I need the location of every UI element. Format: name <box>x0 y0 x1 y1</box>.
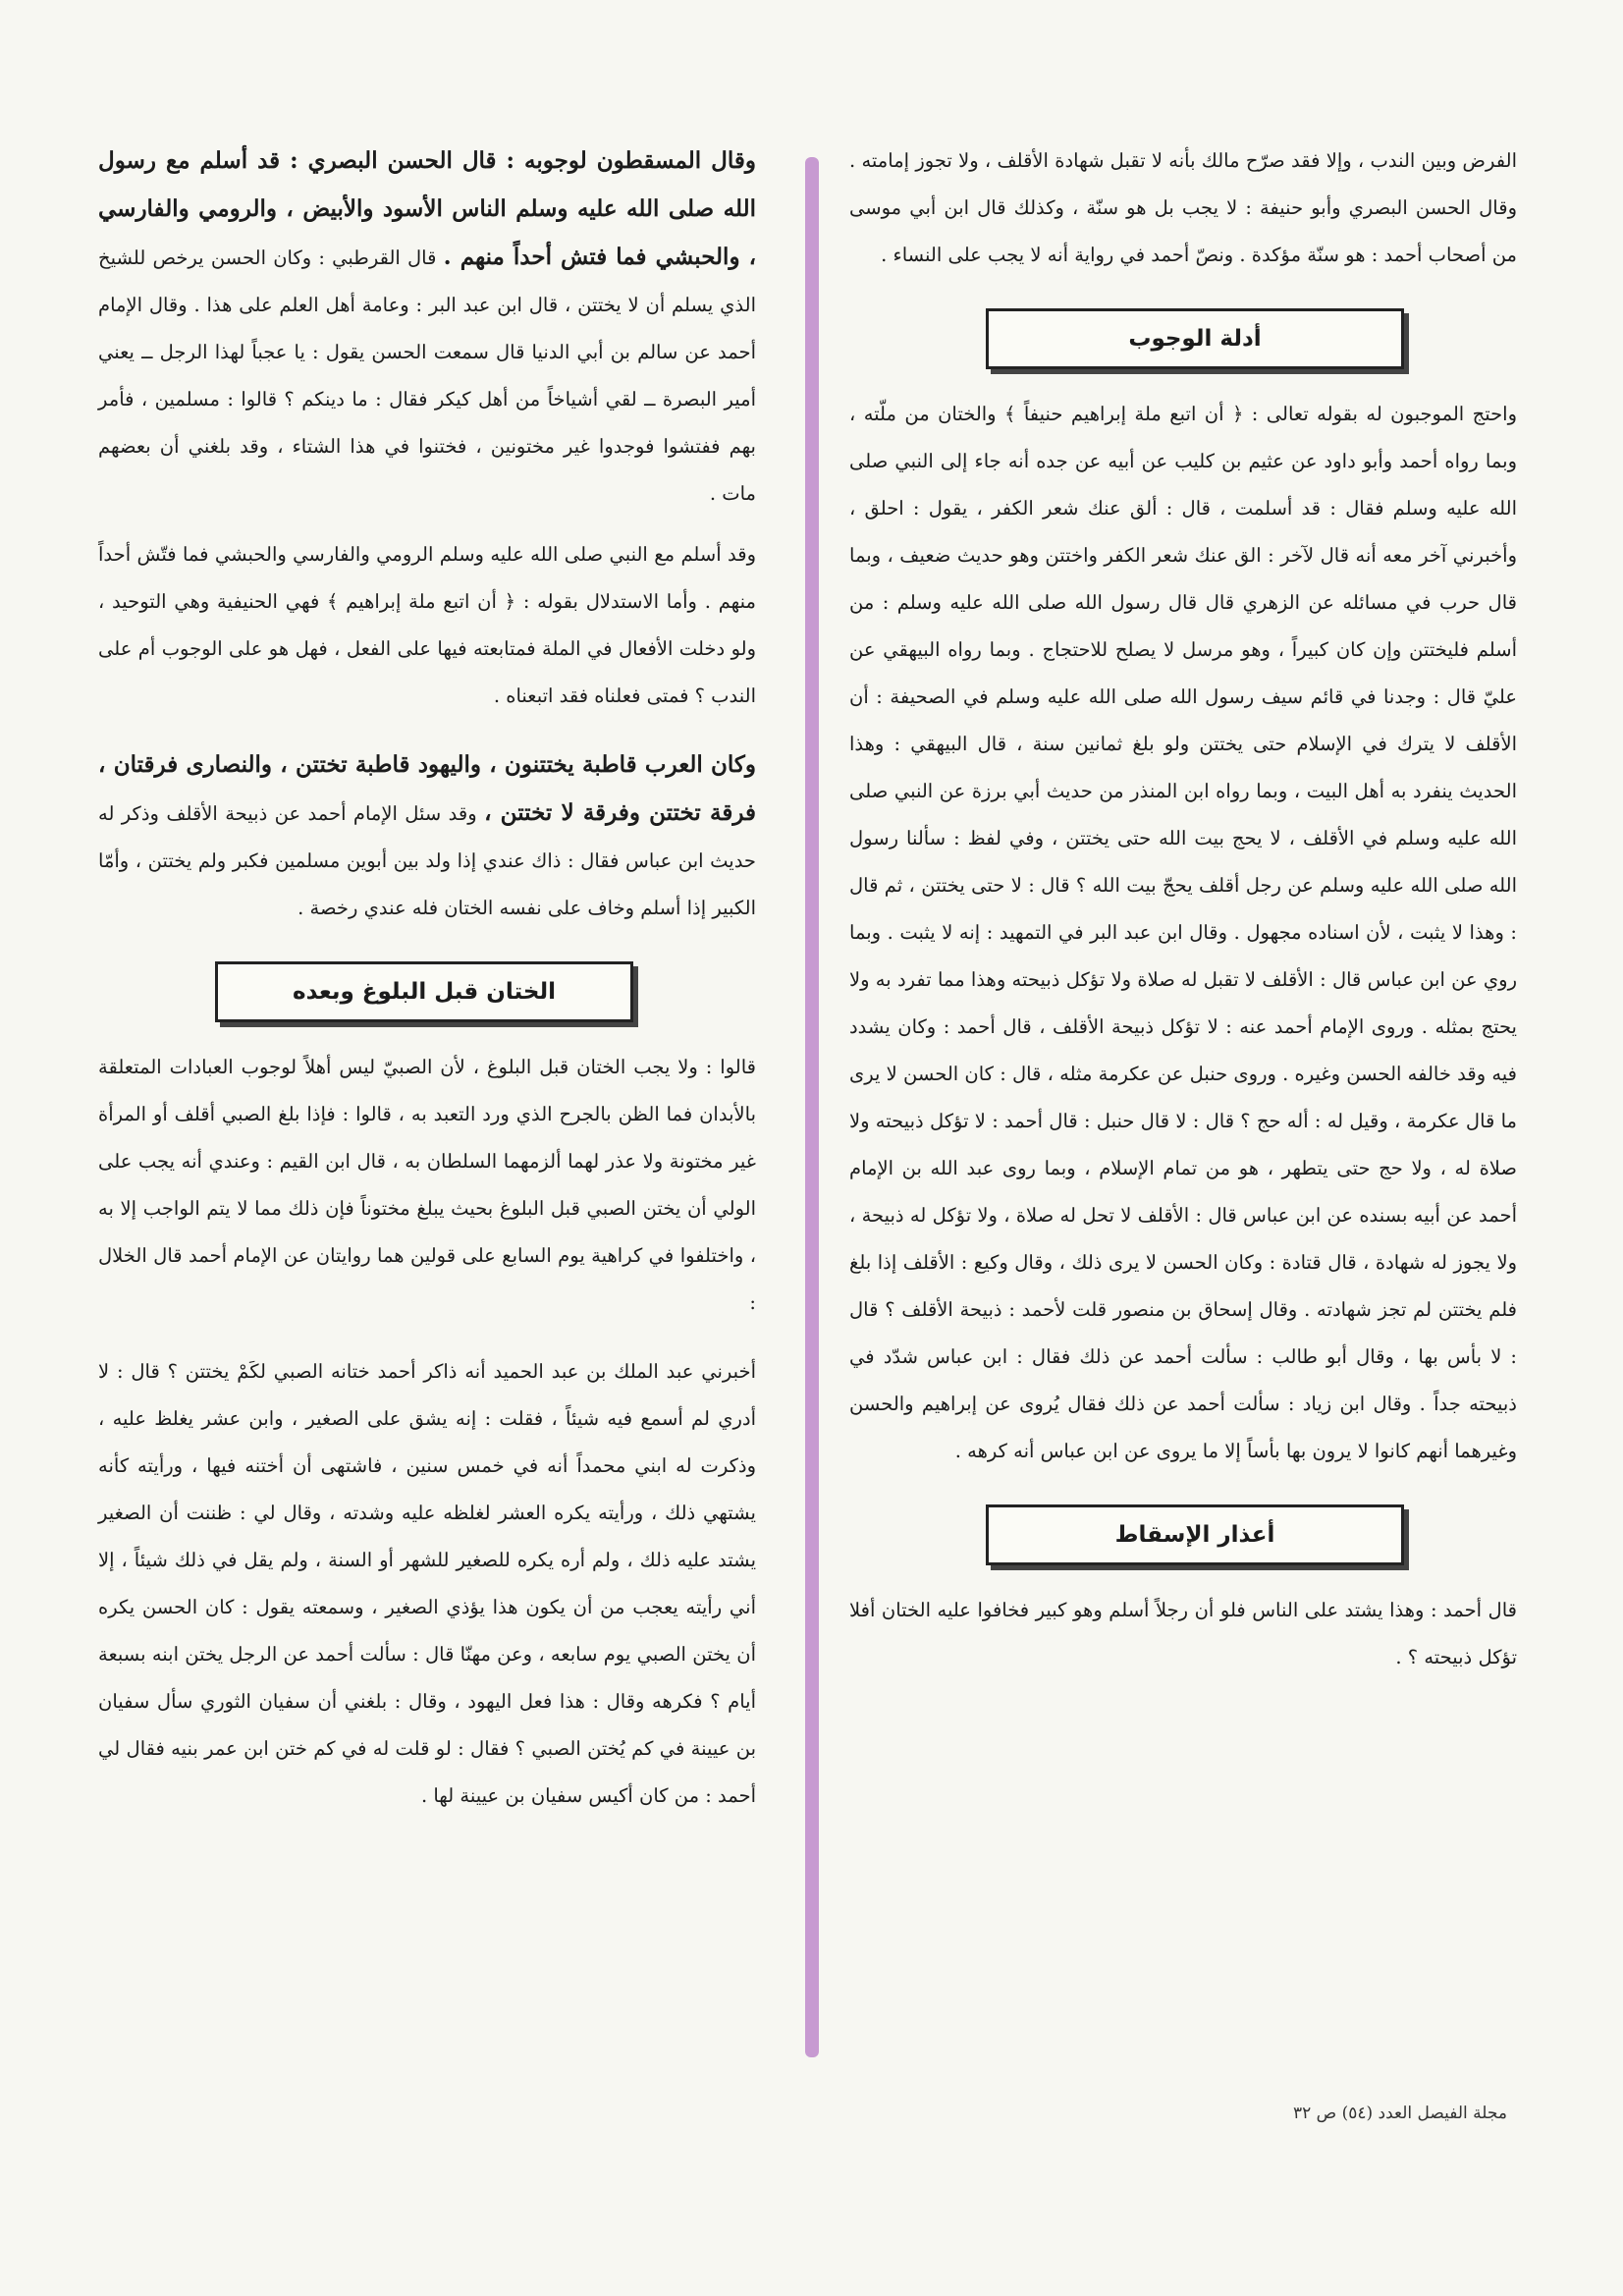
right-column <box>849 137 1517 1703</box>
paragraph-nations-rest: وقد سئل الإمام أحمد عن ذبيحة الأقلف وذكر له حديث ابن عباس فقال : ذاك عندي إذا ولد بين أبوين مسلمين فكبر ولم يختتن ، وأمّا الكبير إذا أسلم وخاف على نفسه الختان فله عندي رخصة . <box>98 802 756 919</box>
paragraph-opponents-rest: قال القرطبي : وكان الحسن يرخص للشيخ الذي يسلم أن لا يختتن ، قال ابن عبد البر : وعامة أهل العلم على هذا . وقال الإمام أحمد عن سالم بن أبي الدنيا قال سمعت الحسن يقول : يا عجباً لهذا الرجل ــ يعني أمير البصرة ــ لقي أشياخاً من أهل كيكر فقال : ما دينكم ؟ قالوا : مسلمين ، فأمر بهم ففتشوا فوجدوا غير مختونين ، فختنوا في هذا الشتاء ، وقد بلغني أن بعضهم مات . <box>98 246 756 505</box>
page-footer: مجلة الفيصل العدد (٥٤) ص ٣٢ <box>1292 2104 1507 2123</box>
paragraph-millah: وقد أسلم مع النبي صلى الله عليه وسلم الرومي والفارسي والحبشي فما فتّش أحداً منهم . وأما الاستدلال بقوله : ﴿ أن اتبع ملة إبراهيم ﴾ فهي الحنيفية وهي التوحيد ، ولو دخلت الأفعال في الملة فمتابعته فيها على الفعل ، فهل هو على الوجوب أم على الندب ؟ فمتى فعلناه فقد اتبعناه . <box>98 543 756 707</box>
section-heading-puberty: الختان قبل البلوغ وبعده <box>215 961 633 1022</box>
paragraph-opponents <box>98 137 756 518</box>
paragraph-nations-lead: وكان العرب قاطبة يختتنون ، واليهود قاطبة تختتن ، والنصارى فرقتان ، فرقة تختتن وفرقة لا تختتن ، <box>98 751 757 826</box>
section-heading-evidence: أدلة الوجوب <box>986 308 1404 369</box>
paragraph-opponents-lead: وقال المسقطون لوجوبه : قال الحسن البصري : قد أسلم مع رسول الله صلى الله عليه وسلم الناس الأسود والأبيض ، والرومي والفارسي ، والحبشي فما فتش أحداً منهم . <box>98 147 756 270</box>
paragraph-nations <box>98 741 756 932</box>
paragraph-evidence: واحتج الموجبون له بقوله تعالى : ﴿ أن اتبع ملة إبراهيم حنيفاً ﴾ والختان من ملّته ، وبما رواه أحمد وأبو داود عن عثيم بن كليب عن أبيه عن جده أنه جاء إلى النبي صلى الله عليه وسلم فقال : قد أسلمت ، قال : ألق عنك شعر الكفر ، يقول : احلق ، وأخبرني آخر معه أنه قال لآخر : الق عنك شعر الكفر واختتن وهو حديث ضعيف ، وبما قال حرب في مسائله عن الزهري قال قال رسول الله صلى الله عليه وسلم : من أسلم فليختتن وإن كان كبيراً ، وهو مرسل لا يصلح للاحتجاج . وبما رواه البيهقي عن عليّ قال : وجدنا في قائم سيف رسول الله صلى الله عليه وسلم في الصحيفة : أن الأقلف لا يترك في الإسلام حتى يختتن ولو بلغ ثمانين سنة ، قال البيهقي : وهذا الحديث ينفرد به أهل البيت ، وبما رواه ابن المنذر من حديث أبي برزة عن النبي صلى الله عليه وسلم في الأقلف ، لا يحج بيت الله حتى يختتن ، وفي لفظ : سألنا رسول الله صلى الله عليه وسلم عن رجل أقلف يحجّ بيت الله ؟ قال : لا حتى يختتن ، ثم قال : وهذا لا يثبت ، لأن اسناده مجهول . وقال ابن عبد البر في التمهيد : إنه لا يثبت . وبما روي عن ابن عباس قال : الأقلف لا تقبل له صلاة ولا تؤكل ذبيحته وهذا مما تفرد به ولا يحتج بمثله . وروى الإمام أحمد عنه : لا تؤكل ذبيحة الأقلف ، قال أحمد : وكان يشدد فيه وقد خالفه الحسن وغيره . وروى حنبل عن عكرمة مثله ، قال : كان الحسن لا يرى ما قال عكرمة ، وقيل له : أله حج ؟ قال : لا قال حنبل : قال أحمد : لا تؤكل ذبيحته ولا صلاة له ، ولا حج حتى يتطهر ، هو من تمام الإسلام ، وبما روى عبد الله بن الإمام أحمد عن أبيه بسنده عن ابن عباس قال : الأقلف لا تحل له صلاة ، ولا تؤكل له ذبيحة ، ولا يجوز له شهادة ، قال قتادة : وكان الحسن لا يرى ذلك ، وقال وكيع : الأقلف إذا بلغ فلم يختتن لم تجز شهادته . وقال إسحاق بن منصور قلت لأحمد : ذبيحة الأقلف ؟ قال : لا بأس بها ، وقال أبو طالب : سألت أحمد عن ذلك فقال : ابن عباس شدّد في ذبيحته جداً . وقال ابن زياد : سألت أحمد عن ذلك فقال يُروى عن إبراهيم والحسن وغيرهما أنهم كانوا لا يرون بها بأساً إلا ما يروى عن ابن عباس أنه كرهه . <box>849 403 1517 1462</box>
section-heading-excuses: أعذار الإسقاط <box>986 1504 1404 1565</box>
paragraph-intro: الفرض وبين الندب ، وإلا فقد صرّح مالك بأنه لا تقبل شهادة الأقلف ، ولا تجوز إمامته . وقال الحسن البصري وأبو حنيفة : لا يجب بل هو سنّة ، وكذلك قال ابن أبي موسى من أصحاب أحمد : هو سنّة مؤكدة . ونصّ أحمد في رواية أنه لا يجب على النساء . <box>849 149 1517 266</box>
paragraph-puberty: قالوا : ولا يجب الختان قبل البلوغ ، لأن الصبيّ ليس أهلاً لوجوب العبادات المتعلقة بالأبدان فما الظن بالجرح الذي ورد التعبد به ، قالوا : فإذا بلغ الصبي أقلف أو المرأة غير مختونة ولا عذر لهما ألزمهما السلطان به ، قال ابن القيم : وعندي أنه يجب على الولي أن يختن الصبي قبل البلوغ بحيث يبلغ مختوناً فإن ذلك مما لا يتم الواجب إلا به ، واختلفوا في كراهية يوم السابع على قولين هما روايتان عن الإمام أحمد قال الخلال : <box>98 1056 756 1314</box>
column-divider <box>805 157 819 2057</box>
paragraph-khallal: أخبرني عبد الملك بن عبد الحميد أنه ذاكر أحمد ختانه الصبي لكَمْ يختتن ؟ قال : لا أدري لم أسمع فيه شيئاً ، فقلت : إنه يشق على الصغير ، وابن عشر يغلظ عليه ، وذكرت له ابني محمداً أنه في خمس سنين ، فاشتهى أن أختنه فيها ، ورأيته كأنه يشتهي ذلك ، ورأيته يكره العشر لغلظه عليه وشدته ، وقال لي : ظننت أن الصغير يشتد عليه ذلك ، ولم أره يكره للصغير للشهر أو السنة ، ولم يقل في ذلك شيئاً ، إلا أني رأيته يعجب من أن يكون هذا يؤذي الصغير ، وسمعته يقول : كان الحسن يكره أن يختن الصبي يوم سابعه ، وعن مهنّا قال : سألت أحمد عن الرجل يختن ابنه بسبعة أيام ؟ فكرهه وقال : هذا فعل اليهود ، وقال : بلغني أن سفيان الثوري سأل سفيان بن عيينة في كم يُختن الصبي ؟ فقال : لو قلت له في كم ختن ابن عمر بنيه فقال لي أحمد : من كان أكيس سفيان بن عيينة لها . <box>98 1360 756 1807</box>
left-column <box>98 137 756 1841</box>
paragraph-excuses: قال أحمد : وهذا يشتد على الناس فلو أن رجلاً أسلم وهو كبير فخافوا عليه الختان أفلا تؤكل ذبيحته ؟ . <box>849 1599 1517 1668</box>
